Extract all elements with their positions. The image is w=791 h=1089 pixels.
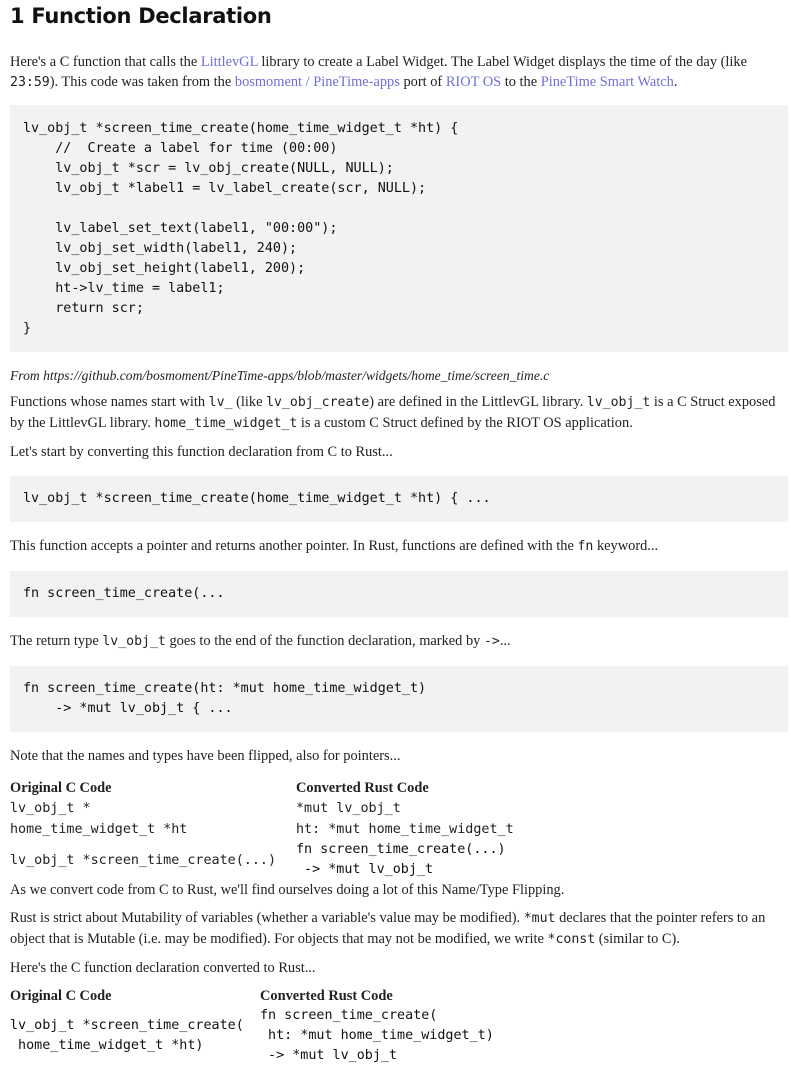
functions-text-1: Functions whose names start with bbox=[10, 394, 209, 410]
table-cell-c bbox=[10, 798, 296, 819]
table-header-rust: Converted Rust Code bbox=[296, 780, 429, 796]
flipped-paragraph: Note that the names and types have been flipped, also for pointers... bbox=[10, 748, 401, 764]
converted-paragraph: Here's the C function declaration converted to Rust... bbox=[10, 960, 316, 976]
source-caption: From https://github.com/bosmoment/PineTime-apps/blob/master/widgets/home_time/screen_time.c bbox=[10, 368, 550, 383]
inline-code-const: *const bbox=[547, 932, 596, 947]
cell-text: fn screen_time_create( ht: *mut home_time_widget_t) -> *mut lv_obj_t bbox=[260, 1008, 494, 1063]
intro-text-4: port of bbox=[399, 74, 446, 90]
link-riot-os[interactable]: RIOT OS bbox=[445, 74, 502, 90]
table-header-rust: Converted Rust Code bbox=[260, 988, 393, 1004]
return-text-3: ... bbox=[499, 633, 511, 649]
intro-text-1: Here's a C function that calls the bbox=[10, 54, 201, 70]
table-cell-c bbox=[10, 819, 296, 840]
section-heading: 1 Function Declaration bbox=[10, 4, 272, 28]
inline-code-mut: *mut bbox=[523, 911, 556, 926]
return-text-1: The return type bbox=[10, 633, 103, 649]
functions-text-2: (like bbox=[232, 394, 267, 410]
accepts-text-1: This function accepts a pointer and returns another pointer. In Rust, functions are defined with the bbox=[10, 538, 578, 554]
cell-text: lv_obj_t * bbox=[10, 801, 91, 816]
accepts-text-2: keyword... bbox=[593, 538, 659, 554]
code-block-rust-fn: fn screen_time_create(... bbox=[10, 571, 788, 617]
functions-paragraph bbox=[10, 392, 788, 434]
table-cell-rust bbox=[260, 1006, 494, 1066]
table-row bbox=[10, 819, 514, 840]
table-row bbox=[10, 840, 514, 880]
table-cell-rust bbox=[296, 840, 514, 880]
flipping-paragraph: As we convert code from C to Rust, we'll find ourselves doing a lot of this Name/Type Flipping. bbox=[10, 882, 565, 898]
inline-code-lv: lv_ bbox=[208, 395, 233, 410]
table-header-c: Original C Code bbox=[10, 780, 112, 796]
inline-code-time: 23:59 bbox=[10, 75, 50, 90]
inline-code-home-time-widget-t: home_time_widget_t bbox=[154, 416, 298, 431]
cell-text: home_time_widget_t *ht bbox=[10, 822, 188, 837]
table-header-row bbox=[10, 778, 514, 798]
link-pinetime-smart-watch[interactable]: PineTime Smart Watch bbox=[540, 74, 674, 90]
mutability-paragraph bbox=[10, 908, 788, 950]
link-littlevgl[interactable]: LittlevGL bbox=[200, 54, 258, 70]
code-block-c-declaration: lv_obj_t *screen_time_create(home_time_widget_t *ht) { ... bbox=[10, 476, 788, 522]
return-text-2: goes to the end of the function declaration, marked by bbox=[165, 633, 484, 649]
table-row bbox=[10, 798, 514, 819]
comparison-table-2 bbox=[10, 986, 494, 1066]
cell-text: lv_obj_t *screen_time_create(...) bbox=[10, 852, 277, 868]
cell-text: *mut lv_obj_t bbox=[296, 801, 401, 816]
functions-text-3: ) are defined in the LittlevGL library. bbox=[369, 394, 587, 410]
table-cell-rust bbox=[296, 819, 514, 840]
intro-text-6: . bbox=[673, 74, 678, 90]
intro-text-3: ). This code was taken from the bbox=[49, 74, 235, 90]
functions-text-4: is a C Struct exposed by the LittlevGL library. bbox=[10, 394, 776, 431]
intro-text-5: to the bbox=[501, 74, 541, 90]
cell-text: ht: *mut home_time_widget_t bbox=[296, 822, 514, 837]
intro-text-2: library to create a Label Widget. The Label Widget displays the time of the day (like bbox=[257, 54, 747, 70]
table-cell-c bbox=[10, 840, 296, 880]
return-paragraph bbox=[10, 631, 788, 652]
functions-text-5: is a custom C Struct defined by the RIOT OS application. bbox=[297, 415, 633, 431]
mutability-text-2: declares that the pointer refers to an object that is Mutable (i.e. may be modified). For objects that may not be modified, we write bbox=[10, 910, 766, 947]
code-block-c-function: lv_obj_t *screen_time_create(home_time_widget_t *ht) { // Create a label for time (00:00) lv_obj_t *scr = lv_obj_create(NULL, NULL); lv_obj_t *label1 = lv_label_create(scr, NULL); lv_label_set_text(label1, "00:00"); lv_obj_set_width(label1, 240); lv_obj_set_height(label1, 200); ht->lv_time = label1; return scr; } bbox=[10, 105, 788, 352]
intro-paragraph bbox=[10, 52, 788, 93]
mutability-text-1: Rust is strict about Mutability of variables (whether a variable's value may be modified). bbox=[10, 910, 524, 926]
table-header-row bbox=[10, 986, 494, 1006]
inline-code-lv-obj-t: lv_obj_t bbox=[586, 395, 651, 410]
cell-text: fn screen_time_create(...) -> *mut lv_obj_t bbox=[296, 842, 506, 877]
table-cell-rust bbox=[296, 798, 514, 819]
table-row bbox=[10, 1006, 494, 1066]
link-pinetime-apps[interactable]: bosmoment / PineTime-apps bbox=[234, 74, 400, 90]
table-header-c: Original C Code bbox=[10, 988, 112, 1004]
code-block-rust-declaration: fn screen_time_create(ht: *mut home_time_widget_t) -> *mut lv_obj_t { ... bbox=[10, 666, 788, 732]
inline-code-lv-obj-t-2: lv_obj_t bbox=[102, 634, 166, 649]
table-cell-c bbox=[10, 1006, 260, 1066]
mutability-text-3: (similar to C). bbox=[595, 931, 680, 947]
inline-code-arrow: -> bbox=[483, 634, 500, 649]
inline-code-fn: fn bbox=[577, 539, 594, 554]
start-paragraph: Let's start by converting this function declaration from C to Rust... bbox=[10, 444, 393, 460]
inline-code-lv-obj-create: lv_obj_create bbox=[266, 395, 370, 410]
cell-text: lv_obj_t *screen_time_create( home_time_widget_t *ht) bbox=[10, 1018, 244, 1053]
comparison-table-1 bbox=[10, 778, 514, 880]
accepts-paragraph bbox=[10, 536, 788, 557]
